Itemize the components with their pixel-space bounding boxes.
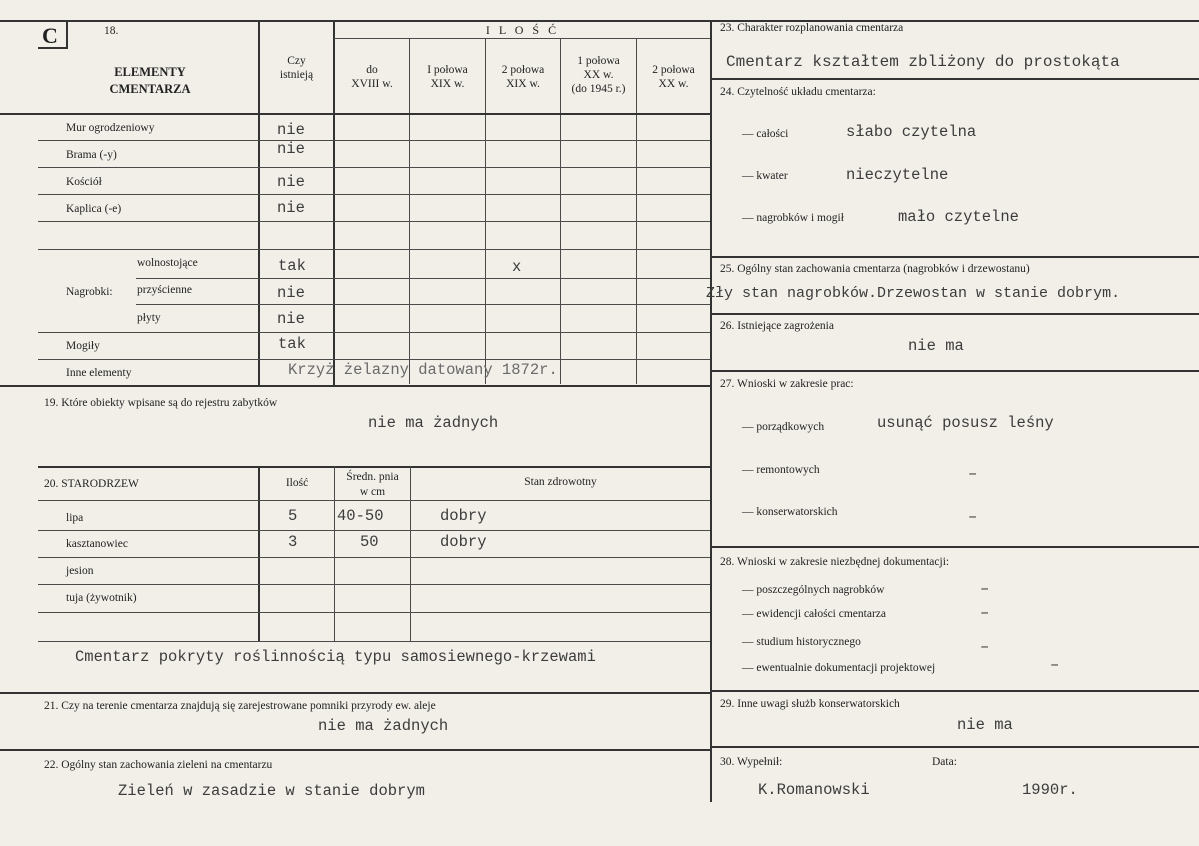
period-2-l1: I połowa xyxy=(427,64,468,76)
nagrobki-label-slabs: płyty xyxy=(137,312,161,324)
s30-date: 1990r. xyxy=(1022,781,1078,799)
s20-h-state: Stan zdrowotny xyxy=(524,476,597,488)
s20-note: Cmentarz pokryty roślinnością typu samosiewnego-krzewami xyxy=(75,648,596,666)
s24-calosci-value: słabo czytelna xyxy=(846,123,977,141)
nagrobki-label-wall: przyścienne xyxy=(137,284,192,296)
s26-label: 26. Istniejące zagrożenia xyxy=(720,320,834,332)
s21-value: nie ma żadnych xyxy=(318,717,449,735)
row-label-gate: Brama (-y) xyxy=(66,149,117,161)
period-4-l1: 1 połowa xyxy=(577,55,620,67)
s28-item-2-value: – xyxy=(980,604,990,622)
s28-item-3-label: — studium historycznego xyxy=(742,636,861,648)
czy-header-2: istnieją xyxy=(279,69,314,81)
s20-row-label-lipa: lipa xyxy=(66,512,84,524)
s29-label: 29. Inne uwagi służb konserwatorskich xyxy=(720,698,900,710)
s23-value: Cmentarz kształtem zbliżony do prostokąta xyxy=(726,53,1120,71)
s20-row-qty-kasztan: 3 xyxy=(288,533,298,551)
s28-item-1-label: — poszczególnych nagrobków xyxy=(742,584,885,596)
row-exists-gate: nie xyxy=(277,140,305,158)
nagrobki-mark-standalone: x xyxy=(512,258,522,276)
row-label-chapel: Kaplica (-e) xyxy=(66,203,122,215)
s21-label: 21. Czy na terenie cmentarza znajdują się zarejestrowane pomniki przyrody ew. aleje xyxy=(44,700,436,712)
s27-kons-value: – xyxy=(968,508,978,526)
s24-nagrobkow-value: mało czytelne xyxy=(898,208,1019,226)
s20-row-state-lipa: dobry xyxy=(440,507,487,525)
mogily-label: Mogiły xyxy=(66,340,100,352)
period-5-l2: XX w. xyxy=(658,78,689,90)
inne-value: Krzyż żelazny datowany 1872r. xyxy=(288,361,558,379)
s20-row-state-kasztan: dobry xyxy=(440,533,487,551)
period-4-l3: (do 1945 r.) xyxy=(571,83,626,95)
s24-label: 24. Czytelność układu cmentarza: xyxy=(720,86,876,98)
period-1-l1: do xyxy=(366,64,378,76)
s20-h-diam-1: Średn. pnia xyxy=(346,471,399,483)
ilosc-header: I L O Ś Ć xyxy=(485,23,560,37)
s27-porz-label: — porządkowych xyxy=(742,421,825,433)
s30-date-label: Data: xyxy=(932,756,957,768)
s20-h-diam-2: w cm xyxy=(359,486,386,498)
mogily-exists: tak xyxy=(278,335,306,353)
s28-label: 28. Wnioski w zakresie niezbędnej dokumentacji: xyxy=(720,556,950,568)
row-label-church: Kościół xyxy=(66,176,102,188)
period-2-l2: XIX w. xyxy=(430,78,465,90)
s28-item-2-label: — ewidencji całości cmentarza xyxy=(742,608,886,620)
inne-label: Inne elementy xyxy=(66,367,132,379)
s27-label: 27. Wnioski w zakresie prac: xyxy=(720,378,854,390)
elements-header-2: CMENTARZA xyxy=(109,82,191,96)
nagrobki-exists-standalone: tak xyxy=(278,257,306,275)
s24-kwater-label: — kwater xyxy=(742,170,788,182)
s27-kons-label: — konserwatorskich xyxy=(742,506,838,518)
s22-value: Zieleń w zasadzie w stanie dobrym xyxy=(118,782,425,800)
row-exists-wall: nie xyxy=(277,121,305,139)
card-letter: C xyxy=(42,23,58,48)
row-exists-church: nie xyxy=(277,173,305,191)
s20-row-label-jesion: jesion xyxy=(66,565,94,577)
s26-value: nie ma xyxy=(908,337,964,355)
s30-label: 30. Wypełnił: xyxy=(720,756,783,768)
period-3-l2: XIX w. xyxy=(506,78,540,90)
s30-name: K.Romanowski xyxy=(758,781,870,799)
period-3-l1: 2 połowa xyxy=(501,64,545,76)
s20-row-label-tuja: tuja (żywotnik) xyxy=(66,592,137,604)
s20-row-label-kasztan: kasztanowiec xyxy=(66,538,128,550)
period-5-l1: 2 połowa xyxy=(652,64,695,76)
card-letter-box xyxy=(38,21,68,49)
s27-rem-value: – xyxy=(968,465,978,483)
row-label-wall: Mur ogrodzeniowy xyxy=(66,122,155,134)
s28-item-4-value: – xyxy=(1050,656,1060,674)
s19-value: nie ma żadnych xyxy=(368,414,499,432)
row-exists-chapel: nie xyxy=(277,199,305,217)
s22-label: 22. Ogólny stan zachowania zieleni na cmentarzu xyxy=(44,759,273,771)
s27-porz-value: usunąć posusz leśny xyxy=(877,414,1054,432)
s19-label: 19. Które obiekty wpisane są do rejestru zabytków xyxy=(44,397,278,409)
s20-row-qty-lipa: 5 xyxy=(288,507,298,525)
s28-item-4-label: — ewentualnie dokumentacji projektowej xyxy=(742,662,936,674)
s18-number: 18. xyxy=(104,25,119,37)
s28-item-3-value: – xyxy=(980,638,990,656)
nagrobki-label-standalone: wolnostojące xyxy=(137,257,198,269)
s25-value: Zły stan nagrobków.Drzewostan w stanie dobrym. xyxy=(706,285,1121,302)
nagrobki-exists-wall: nie xyxy=(277,284,305,302)
s29-value: nie ma xyxy=(957,716,1013,734)
nagrobki-label: Nagrobki: xyxy=(66,286,113,298)
s25-label: 25. Ogólny stan zachowania cmentarza (nagrobków i drzewostanu) xyxy=(720,263,1030,275)
s20-title: 20. STARODRZEW xyxy=(44,478,139,490)
period-1-l2: XVIII w. xyxy=(351,78,393,90)
s20-row-diam-kasztan: 50 xyxy=(360,533,379,551)
s24-kwater-value: nieczytelne xyxy=(846,166,949,184)
czy-header-1: Czy xyxy=(287,55,306,67)
s20-h-qty: Ilość xyxy=(285,477,309,489)
s28-item-1-value: – xyxy=(980,580,990,598)
s24-calosci-label: — całości xyxy=(742,128,789,140)
s27-rem-label: — remontowych xyxy=(742,464,820,476)
s24-nagrobkow-label: — nagrobków i mogił xyxy=(742,212,844,224)
s23-label: 23. Charakter rozplanowania cmentarza xyxy=(720,22,904,34)
s20-row-diam-lipa: 40-50 xyxy=(337,507,384,525)
period-4-l2: XX w. xyxy=(583,69,614,81)
nagrobki-exists-slabs: nie xyxy=(277,310,305,328)
elements-header-1: ELEMENTY xyxy=(114,65,186,79)
